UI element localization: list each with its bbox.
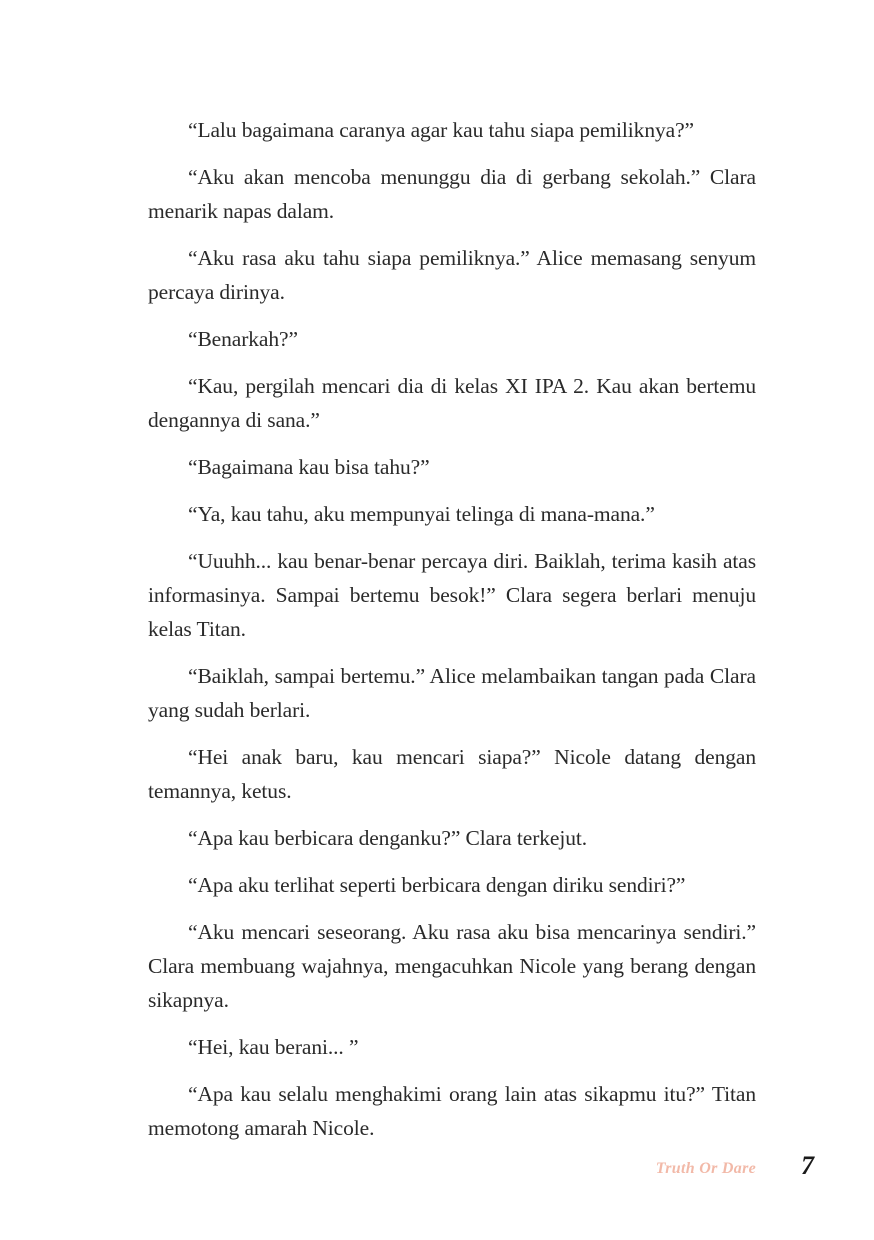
paragraph: “Benarkah?”: [188, 327, 298, 351]
paragraph: “Aku rasa aku tahu siapa pemiliknya.” Alice memasang senyum percaya dirinya.: [148, 246, 756, 304]
paragraph: “Apa kau selalu menghakimi orang lain atas sikapmu itu?” Titan memotong amarah Nicole.: [148, 1082, 756, 1140]
paragraph: “Ya, kau tahu, aku mempunyai telinga di mana-mana.”: [188, 502, 655, 526]
paragraph: “Kau, pergilah mencari dia di kelas XI IPA 2. Kau akan bertemu dengannya di sana.”: [148, 374, 756, 432]
body-text: [148, 113, 756, 1158]
paragraph: “Lalu bagaimana caranya agar kau tahu siapa pemiliknya?”: [188, 118, 694, 142]
paragraph: “Hei anak baru, kau mencari siapa?” Nicole datang dengan temannya, ketus.: [148, 745, 756, 803]
paragraph: “Uuuhh... kau benar-benar percaya diri. Baiklah, terima kasih atas informasinya. Sampai bertemu besok!” Clara segera berlari menuju kelas Titan.: [148, 549, 756, 641]
paragraph: “Baiklah, sampai bertemu.” Alice melambaikan tangan pada Clara yang sudah berlari.: [148, 664, 756, 722]
paragraph: “Aku mencari seseorang. Aku rasa aku bisa mencarinya sendiri.” Clara membuang wajahnya, mengacuhkan Nicole yang berang dengan sikapnya.: [148, 920, 756, 1012]
paragraph: “Aku akan mencoba menunggu dia di gerbang sekolah.” Clara menarik napas dalam.: [148, 165, 756, 223]
paragraph: “Apa kau berbicara denganku?” Clara terkejut.: [188, 826, 588, 850]
paragraph: “Apa aku terlihat seperti berbicara dengan diriku sendiri?”: [188, 873, 686, 897]
running-footer-title: Truth Or Dare: [655, 1160, 756, 1177]
paragraph: “Hei, kau berani... ”: [188, 1035, 359, 1059]
paragraph: “Bagaimana kau bisa tahu?”: [188, 455, 430, 479]
page-number: 7: [801, 1151, 814, 1180]
